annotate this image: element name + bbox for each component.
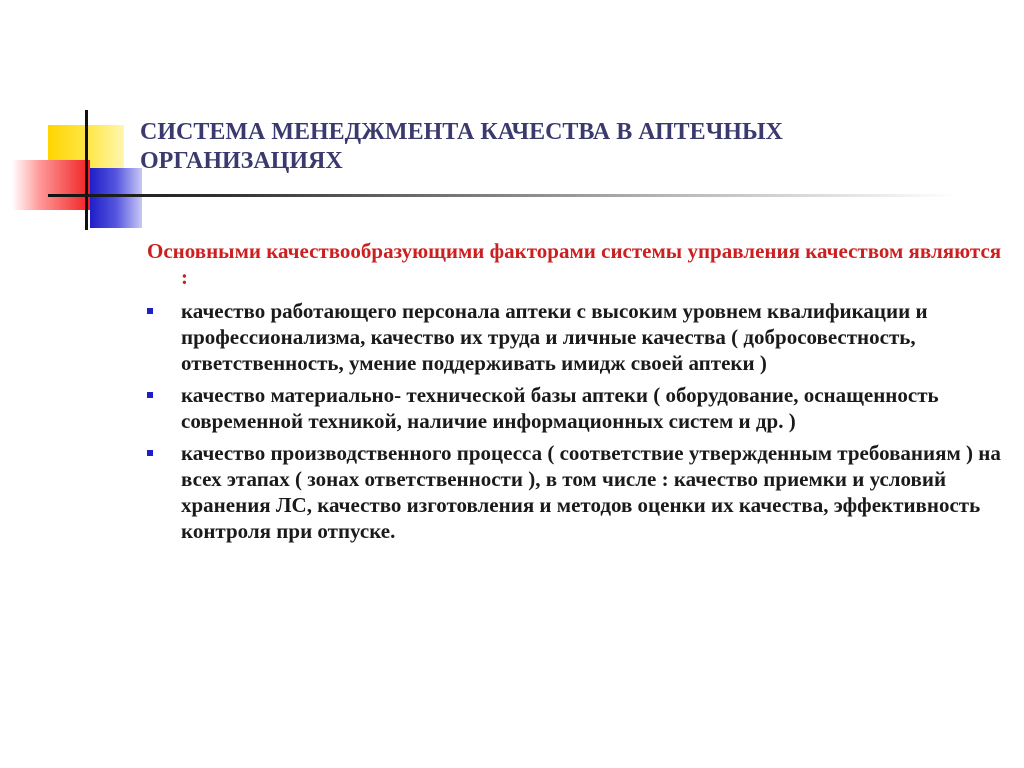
- logo-red-square: [12, 160, 90, 210]
- list-item-text: качество материально- технической базы аптеки ( оборудование, оснащенность современной техникой, наличие информационных систем и др. ): [181, 383, 939, 433]
- slide-body: [147, 238, 1007, 550]
- logo-vertical-line: [85, 110, 88, 230]
- list-item-text: качество производственного процесса ( соответствие утвержденным требованиям ) на всех этапах ( зонах ответственности ), в том числе : качество приемки и условий хранения ЛС, качество изготовления и методов оценки их качества, эффективность контроля при отпуске.: [181, 441, 1001, 543]
- list-item-text: качество работающего персонала аптеки с высоким уровнем квалификации и профессионализма, качество их труда и личные качества ( добросовестность, ответственность, умение поддерживать имидж своей аптеки ): [181, 299, 928, 375]
- square-bullet-icon: [147, 450, 153, 456]
- list-item: [147, 440, 1007, 544]
- slide-title: СИСТЕМА МЕНЕДЖМЕНТА КАЧЕСТВА В АПТЕЧНЫХ ОРГАНИЗАЦИЯХ: [140, 119, 783, 174]
- lead-text: Основными качествообразующими факторами системы управления качеством являются :: [147, 239, 1002, 289]
- bullet-list: [147, 298, 1007, 544]
- logo-blue-square: [90, 168, 142, 228]
- list-item: [147, 298, 1007, 376]
- square-bullet-icon: [147, 308, 153, 314]
- square-bullet-icon: [147, 392, 153, 398]
- title-underline: [48, 194, 958, 197]
- list-item: [147, 382, 1007, 434]
